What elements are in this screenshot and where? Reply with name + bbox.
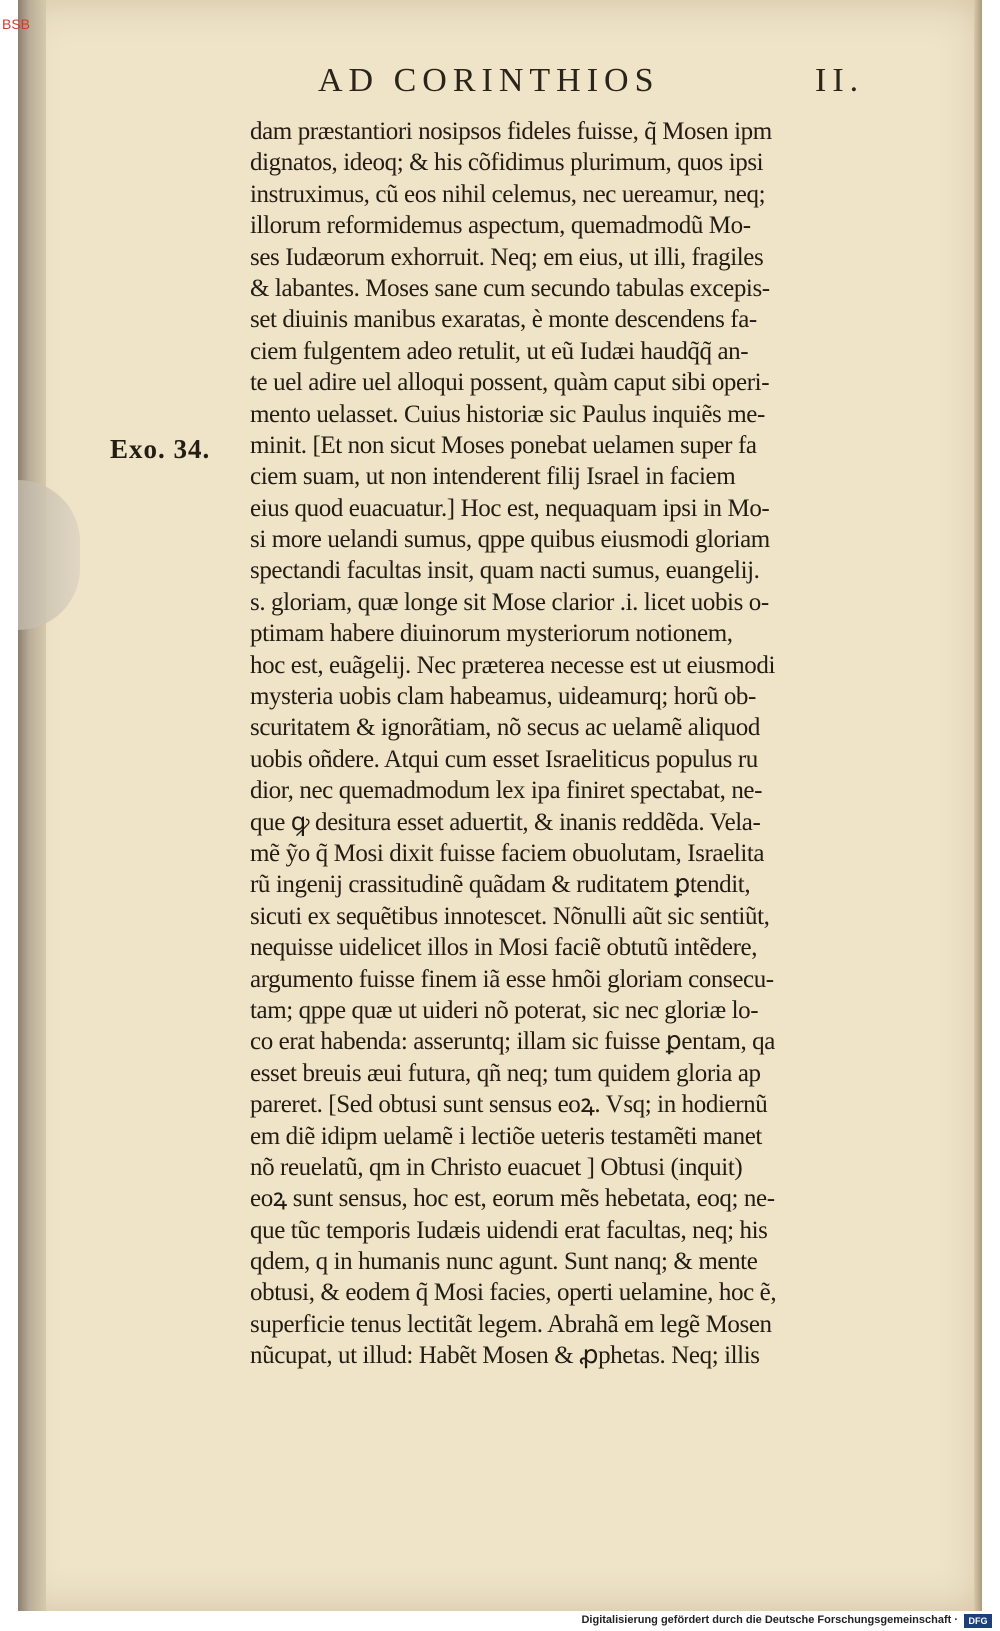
page-gutter-edge [18,0,46,1611]
text-line: eoꝝ sunt sensus, hoc est, eorum mẽs hebetata, eoq; ne- [250,1185,775,1213]
folio-number: II. [815,62,865,99]
text-line: qdem, q in humanis nunc agunt. Sunt nanq; & mente [250,1248,758,1276]
text-line: dior, nec quemadmodum lex ipa finiret spectabat, ne- [250,777,763,805]
page-right-edge [974,0,982,1611]
text-line: sicuti ex sequẽtibus innotescet. Nõnulli aũt sic sentiũt, [250,902,770,930]
footer-credit: Digitalisierung gefördert durch die Deutsche Forschungsgemeinschaft · [581,1614,958,1626]
text-line: co erat habenda: asseruntq; illam sic fuisse ꝑentam, qa [250,1028,775,1056]
text-line: mẽ ỹo q̃ Mosi dixit fuisse faciem obuolutam, Israelita [250,839,765,867]
text-line: mento uelasset. Cuius historiæ sic Paulus inquiẽs me- [250,400,765,428]
text-line: minit. [Et non sicut Moses ponebat uelamen super fa [250,431,757,459]
text-line: te uel adire uel alloqui possent, quàm caput sibi operi- [250,369,770,397]
text-line: nõ reuelatũ, qm in Christo euacuet ] Obtusi (inquit) [250,1153,743,1181]
text-line: uobis oñdere. Atqui cum esset Israeliticus populus ru [250,745,758,773]
digitization-footer [0,1612,1000,1631]
library-mark: BSB [2,16,31,32]
body-text [250,116,950,1372]
text-line: instruximus, cũ eos nihil celemus, nec uereamur, neq; [250,180,766,208]
text-line: si more uelandi sumus, qppe quibus eiusmodi gloriam [250,526,770,554]
text-line: tam; qppe quæ ut uideri nõ poterat, sic nec gloriæ lo- [250,996,759,1024]
page-clip-tab [18,480,80,630]
text-line: hoc est, euãgelij. Nec præterea necesse est ut eiusmodi [250,651,776,679]
text-line: dignatos, ideoq; & his cõfidimus plurimum, quos ipsi [250,149,764,177]
text-line: que ꝙ desitura esset aduertit, & inanis reddẽda. Vela- [250,808,761,836]
dfg-logo: DFG [964,1614,992,1628]
running-head [318,62,865,100]
text-line: esset breuis æui futura, qñ neq; tum quidem gloria ap [250,1059,761,1087]
margin-note: Exo. 34. [110,434,211,464]
text-line: scuritatem & ignorãtiam, nõ secus ac uelamẽ aliquod [250,714,760,742]
text-line: argumento fuisse finem iã esse hmõi gloriam consecu- [250,965,774,993]
text-line: ciem suam, ut non intenderent filij Israel in faciem [250,463,736,491]
text-line: spectandi facultas insit, quam nacti sumus, euangelij. [250,557,760,585]
text-line: ptimam habere diuinorum mysteriorum notionem, [250,620,733,648]
text-line: & labantes. Moses sane cum secundo tabulas excepis- [250,274,770,302]
text-line: obtusi, & eodem q̃ Mosi facies, operti uelamine, hoc ẽ, [250,1279,777,1307]
text-line: superficie tenus lectitãt legem. Abrahã em legẽ Mosen [250,1310,772,1338]
book-page [18,0,982,1611]
text-line: eius quod euacuatur.] Hoc est, nequaquam ipsi in Mo- [250,494,770,522]
text-line: em diẽ idipm uelamẽ i lectiõe ueteris testamẽti manet [250,1122,762,1150]
text-line: nũcupat, ut illud: Habẽt Mosen & ꝓphetas. Neq; illis [250,1342,760,1370]
text-line: nequisse uidelicet illos in Mosi faciẽ obtutũ intẽdere, [250,934,758,962]
text-line: pareret. [Sed obtusi sunt sensus eoꝝ. Vsq; in hodiernũ [250,1091,768,1119]
running-head-title: AD CORINTHIOS [318,62,660,99]
text-line: mysteria uobis clam habeamus, uideamurq; horũ ob- [250,683,756,711]
text-line: ciem fulgentem adeo retulit, ut eũ Iudæi haudq̃q̃ an- [250,337,749,365]
text-line: que tũc temporis Iudæis uidendi erat facultas, neq; his [250,1216,768,1244]
text-line: rũ ingenij crassitudinẽ quãdam & ruditatem ꝑtendit, [250,871,751,899]
text-line: s. gloriam, quæ longe sit Mose clarior .i. licet uobis o- [250,588,769,616]
text-line: illorum reformidemus aspectum, quemadmodũ Mo- [250,212,751,240]
text-line: set diuinis manibus exaratas, è monte descendens fa- [250,306,757,334]
text-line: dam præstantiori nosipsos fideles fuisse, q̃ Mosen ipm [250,118,772,145]
text-line: ses Iudæorum exhorruit. Neq; em eius, ut illi, fragiles [250,243,764,271]
